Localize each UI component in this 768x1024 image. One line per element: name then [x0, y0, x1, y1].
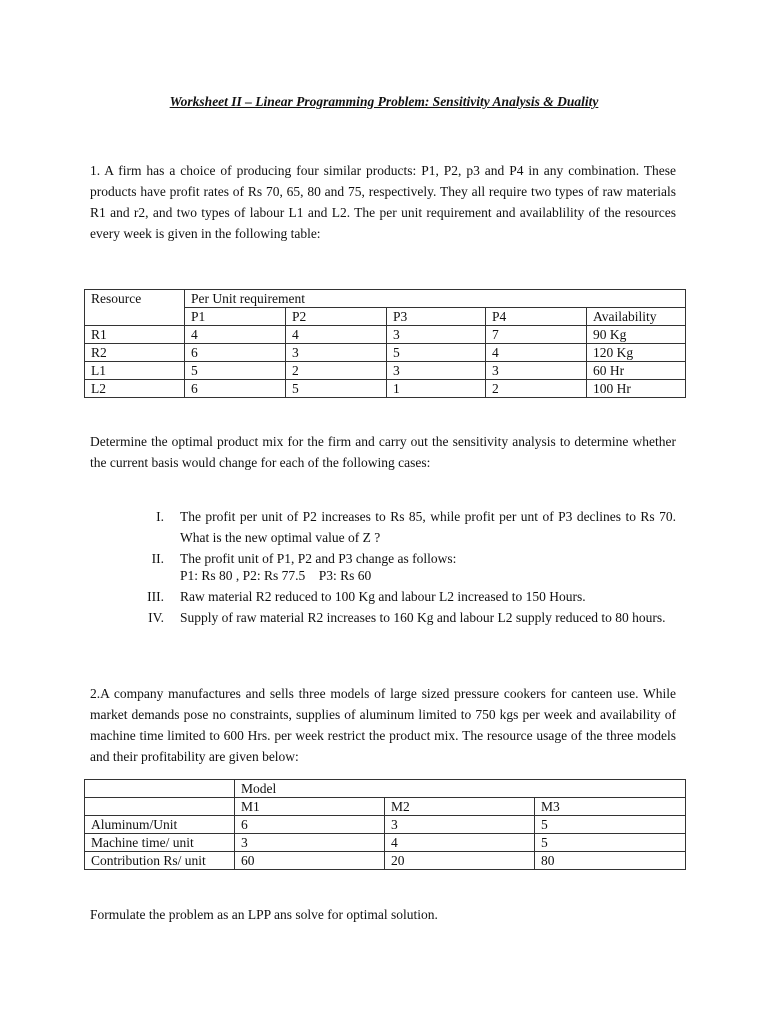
table-header-cell: P2: [286, 308, 387, 326]
table-cell: 90 Kg: [587, 326, 686, 344]
table-cell: 6: [185, 344, 286, 362]
table-cell: 3: [235, 834, 385, 852]
table-header-row: [85, 780, 686, 798]
table-cell: 4: [385, 834, 535, 852]
table-header-cell: P1: [185, 308, 286, 326]
list-item: [120, 550, 676, 584]
table-header-cell: M3: [535, 798, 686, 816]
table-header-cell: Per Unit requirement: [185, 290, 686, 308]
table-row: [85, 834, 686, 852]
table-cell: 7: [486, 326, 587, 344]
table-cell: 5: [535, 816, 686, 834]
case-line: P1: Rs 80 , P2: Rs 77.5 P3: Rs 60: [180, 568, 372, 583]
table-cell: 6: [235, 816, 385, 834]
table-cell: 5: [387, 344, 486, 362]
table-header-cell: P4: [486, 308, 587, 326]
table-cell: 4: [185, 326, 286, 344]
case-number: III.: [147, 589, 164, 604]
table-cell: 4: [486, 344, 587, 362]
table-cell: 1: [387, 380, 486, 398]
table-header-cell: Model: [235, 780, 686, 798]
question-1-text: 1. A firm has a choice of producing four similar products: P1, P2, p3 and P4 in any combination. These products have profit rates of Rs 70, 65, 80 and 75, respectively. They all require two types of raw materials R1 and r2, and two types of labour L1 and L2. The per unit requirement and availablility of the resources every week is given in the following table:: [90, 163, 676, 241]
case-number: I.: [156, 509, 164, 524]
table-cell: 3: [286, 344, 387, 362]
table-cell: 60 Hr: [587, 362, 686, 380]
table-cell: Contribution Rs/ unit: [85, 852, 235, 870]
table-cell: L1: [85, 362, 185, 380]
worksheet-title: Worksheet II – Linear Programming Problem: Sensitivity Analysis & Duality: [169, 94, 599, 109]
list-item: [120, 607, 676, 628]
table-header-row: [85, 290, 686, 308]
question-2-instruction: Formulate the problem as an LPP ans solve for optimal solution.: [90, 907, 438, 922]
table-cell: 3: [387, 326, 486, 344]
table-cell: 2: [286, 362, 387, 380]
table-header-cell: [85, 780, 235, 798]
case-line: The profit unit of P1, P2 and P3 change as follows:: [180, 551, 457, 566]
table-cell: 5: [535, 834, 686, 852]
table-cell: L2: [85, 380, 185, 398]
table-header-row: [85, 798, 686, 816]
case-text: [180, 550, 676, 584]
sensitivity-cases-list: [120, 506, 676, 628]
table-row: [85, 380, 686, 398]
table-cell: 60: [235, 852, 385, 870]
table-header-cell: P3: [387, 308, 486, 326]
table-cell: 6: [185, 380, 286, 398]
table-row: [85, 344, 686, 362]
list-item: [120, 506, 676, 548]
case-number: II.: [151, 551, 164, 566]
table-cell: 3: [387, 362, 486, 380]
table-cell: 100 Hr: [587, 380, 686, 398]
table-cell: 80: [535, 852, 686, 870]
case-text: The profit per unit of P2 increases to Rs 85, while profit per unt of P3 declines to Rs 70. What is the new optimal value of Z ?: [180, 509, 676, 545]
table-header-cell: Availability: [587, 308, 686, 326]
question-1-instruction: Determine the optimal product mix for the firm and carry out the sensitivity analysis to determine whether the current basis would change for each of the following cases:: [90, 434, 676, 470]
table-header-cell: M2: [385, 798, 535, 816]
table-row: [85, 362, 686, 380]
table-cell: R2: [85, 344, 185, 362]
table-cell: 2: [486, 380, 587, 398]
list-item: [120, 586, 676, 607]
question-2-text: 2.A company manufactures and sells three models of large sized pressure cookers for canteen use. While market demands pose no constraints, supplies of aluminum limited to 750 kgs per week and availability of machine time limited to 600 Hrs. per week restrict the product mix. The resource usage of the three models and their profitability are given below:: [90, 686, 676, 764]
case-number: IV.: [148, 610, 164, 625]
table-row: [85, 852, 686, 870]
table-header-cell: M1: [235, 798, 385, 816]
table-header-cell: [85, 798, 235, 816]
resource-requirement-table: [84, 289, 686, 398]
table-header-cell: Resource: [85, 290, 185, 326]
case-text: Supply of raw material R2 increases to 160 Kg and labour L2 supply reduced to 80 hours.: [180, 610, 666, 625]
table-cell: Machine time/ unit: [85, 834, 235, 852]
table-cell: 4: [286, 326, 387, 344]
table-cell: 120 Kg: [587, 344, 686, 362]
table-cell: 3: [486, 362, 587, 380]
case-text: Raw material R2 reduced to 100 Kg and labour L2 increased to 150 Hours.: [180, 589, 586, 604]
table-cell: 20: [385, 852, 535, 870]
table-cell: 5: [286, 380, 387, 398]
table-row: [85, 816, 686, 834]
table-row: [85, 326, 686, 344]
table-cell: 3: [385, 816, 535, 834]
table-cell: 5: [185, 362, 286, 380]
model-resource-table: [84, 779, 686, 870]
table-cell: Aluminum/Unit: [85, 816, 235, 834]
table-cell: R1: [85, 326, 185, 344]
